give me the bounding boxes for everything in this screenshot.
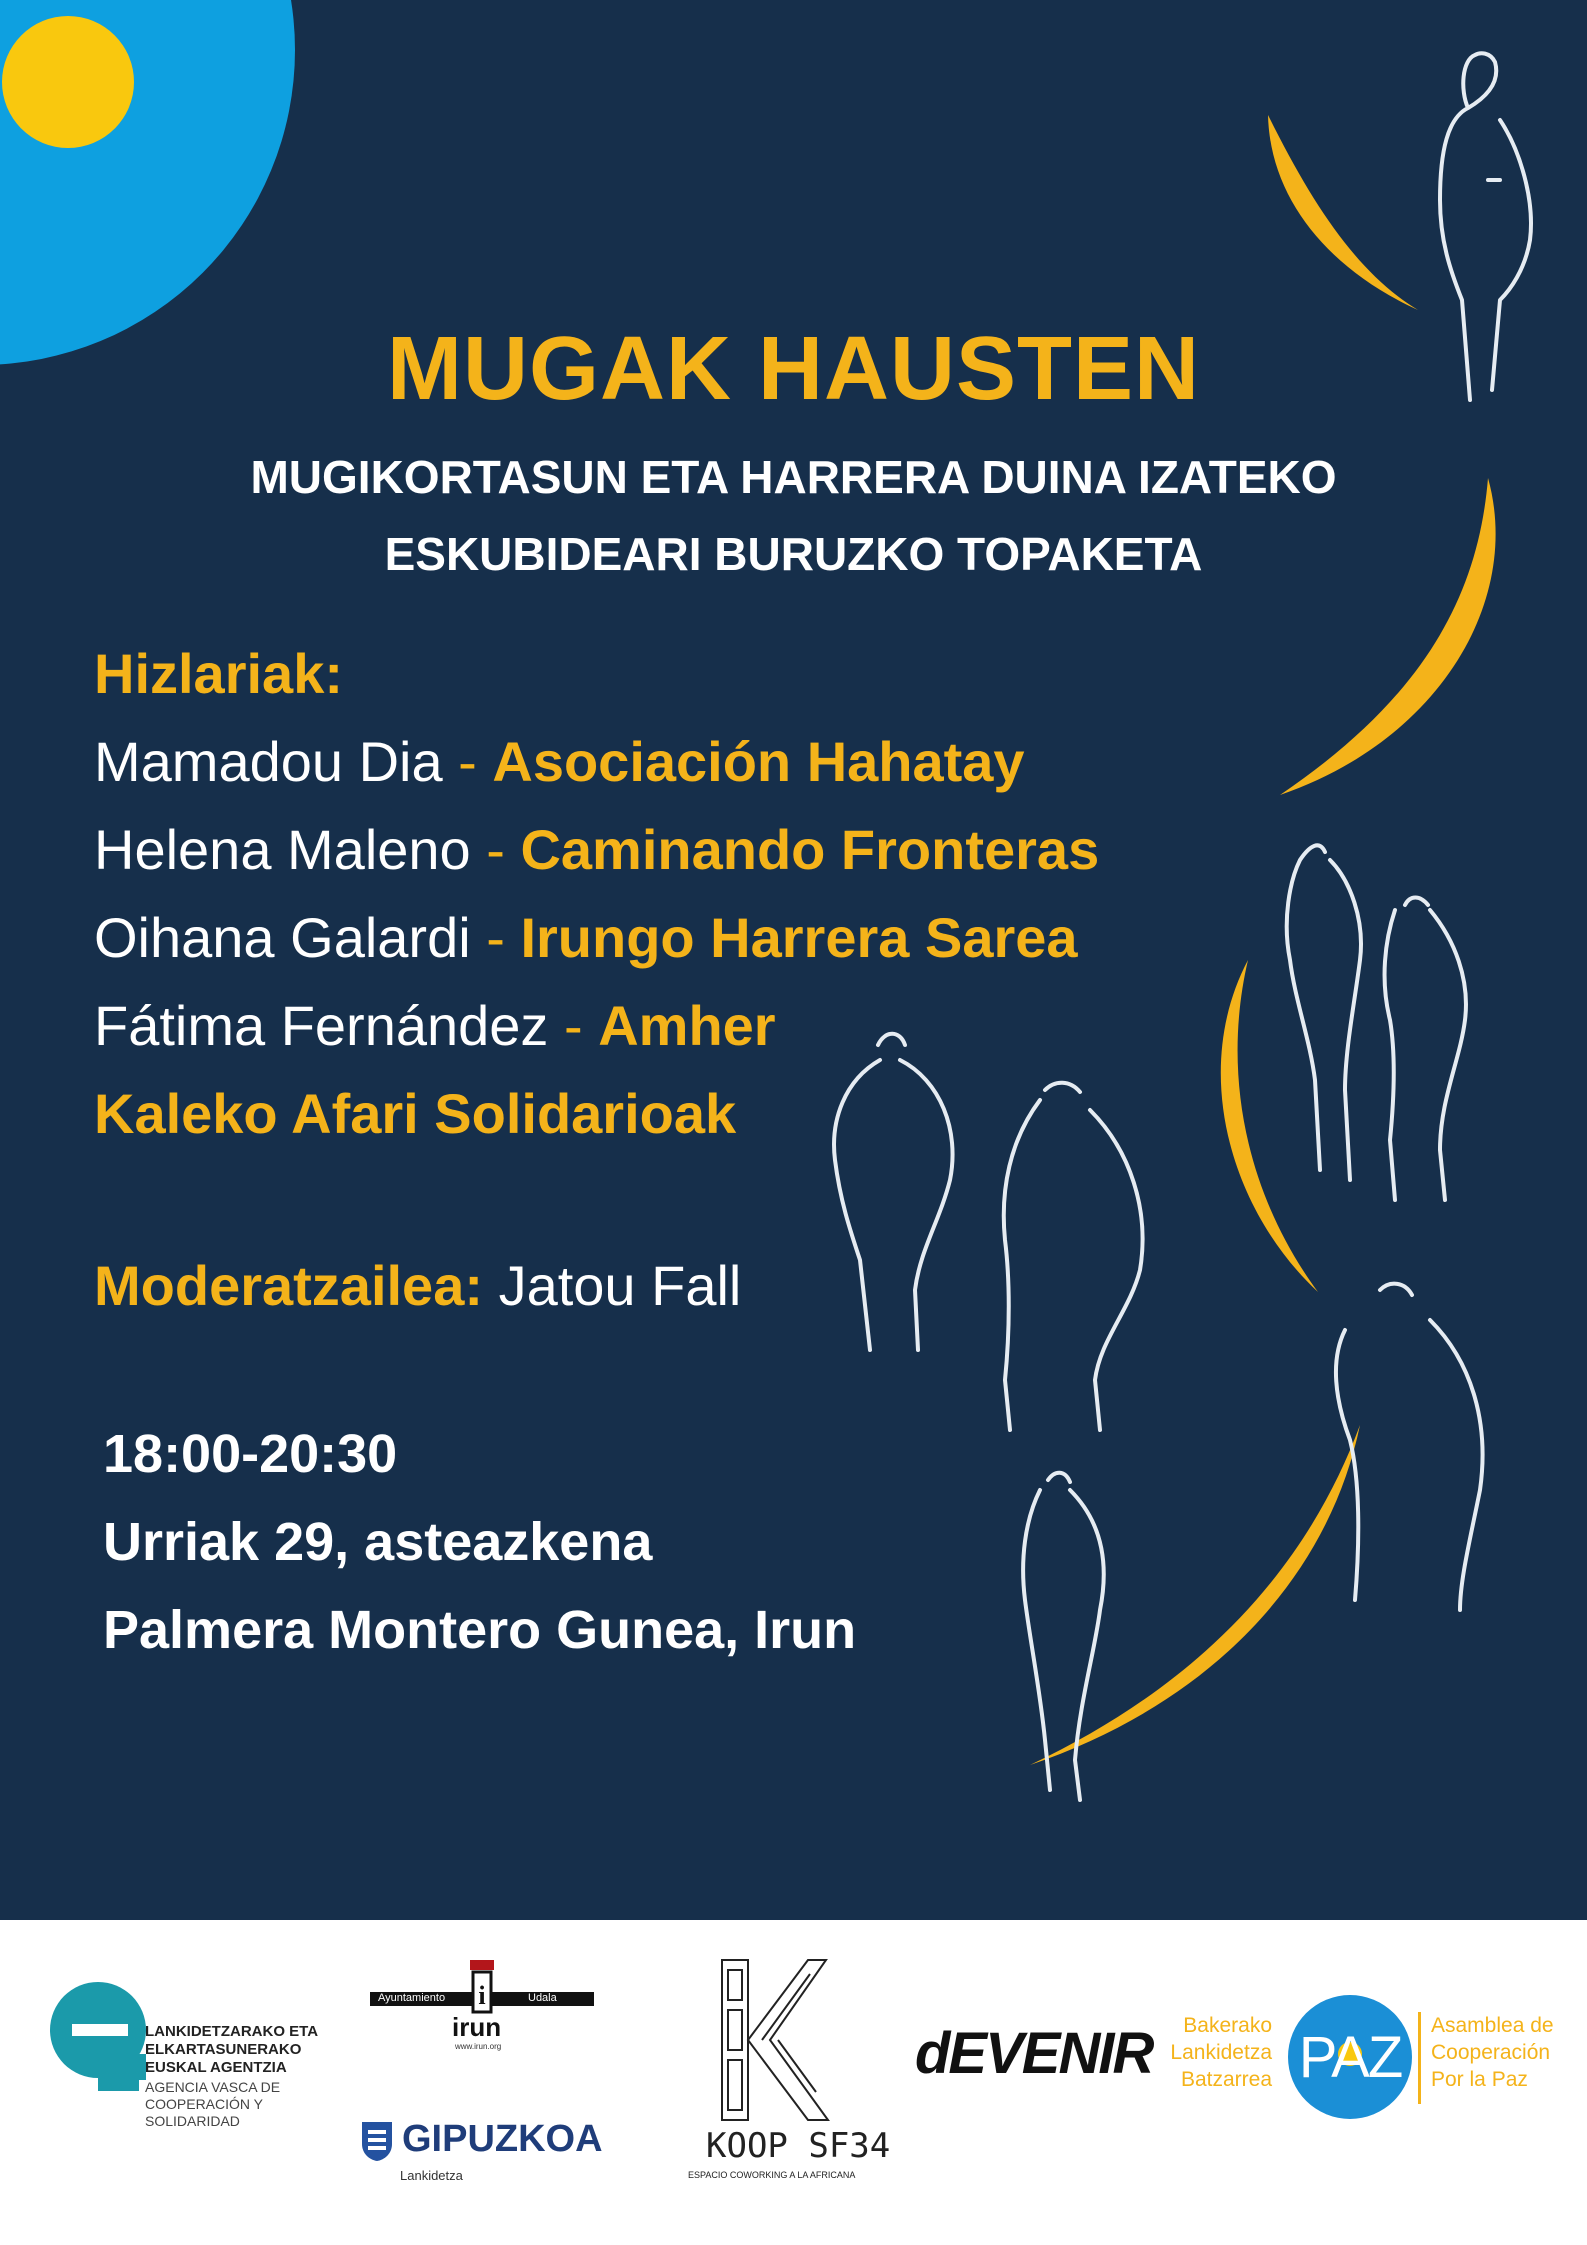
paz-left-line: Bakerako xyxy=(1183,2014,1272,2037)
irun-url: www.irun.org xyxy=(455,2042,502,2051)
event-details xyxy=(103,1410,856,1674)
devenir-logo: dEVENIR xyxy=(915,2021,1153,2086)
irun-name: irun xyxy=(452,2012,502,2042)
sun-circle xyxy=(2,16,134,148)
speaker-org: Amher xyxy=(598,994,776,1057)
subtitle-line-2: ESKUBIDEARI BURUZKO TOPAKETA xyxy=(384,528,1203,580)
speaker-name: Oihana Galardi xyxy=(94,906,471,969)
elkar-line: ELKARTASUNERAKO xyxy=(145,2041,302,2058)
crescent-1 xyxy=(1268,115,1418,310)
gipuzkoa-name: GIPUZKOA xyxy=(402,2118,603,2160)
speaker-name: Helena Maleno xyxy=(94,818,471,881)
paz-right-line: Por la Paz xyxy=(1431,2068,1528,2091)
paz-right-line: Asamblea de xyxy=(1431,2014,1554,2037)
speaker-name: Mamadou Dia xyxy=(94,730,443,793)
paz-center-text: PAZ xyxy=(1298,2025,1402,2090)
gipuzkoa-sub: Lankidetza xyxy=(400,2168,463,2183)
gipuzkoa-shield-icon xyxy=(360,2120,394,2162)
speaker-separator: - xyxy=(470,906,521,969)
irun-left-text: Ayuntamiento xyxy=(378,1992,446,2004)
speakers-heading: Hizlariak: xyxy=(94,642,343,705)
elkar-line: SOLIDARIDAD xyxy=(145,2113,240,2129)
paz-left-line: Batzarrea xyxy=(1180,2068,1272,2091)
speaker-row xyxy=(94,982,1099,1070)
event-time: 18:00-20:30 xyxy=(103,1424,398,1484)
elkar-line: COOPERACIÓN Y xyxy=(145,2096,263,2112)
moderator-label: Moderatzailea: xyxy=(94,1254,483,1317)
page-title: MUGAK HAUSTEN xyxy=(387,319,1200,419)
paz-right-line: Cooperación xyxy=(1431,2041,1551,2064)
elkar-line: EUSKAL AGENTZIA xyxy=(145,2059,287,2076)
speaker-name: Fátima Fernández xyxy=(94,994,549,1057)
moderator-row xyxy=(94,1242,1099,1330)
moderator-name: Jatou Fall xyxy=(498,1254,742,1317)
koop-sub: ESPACIO COWORKING A LA AFRICANA xyxy=(688,2170,856,2180)
subtitle-line-1: MUGIKORTASUN ETA HARRERA DUINA IZATEKO xyxy=(250,451,1337,503)
koop-name: KOOP SF34 xyxy=(706,2126,891,2166)
speaker-row xyxy=(94,894,1099,982)
speakers-block xyxy=(94,630,1099,1330)
speaker-row xyxy=(94,718,1099,806)
figure-6 xyxy=(1336,1284,1483,1610)
figure-2 xyxy=(1287,845,1361,1180)
svg-text:i: i xyxy=(478,1981,486,2010)
elkar-line: LANKIDETZARAKO ETA xyxy=(145,2023,319,2040)
koop-k-icon xyxy=(718,1956,838,2126)
speaker-separator: - xyxy=(442,730,493,793)
sponsor-footer xyxy=(0,1920,1587,2245)
speaker-separator: - xyxy=(470,818,521,881)
crescent-3 xyxy=(1221,960,1318,1292)
speaker-org: Irungo Harrera Sarea xyxy=(520,906,1078,969)
paz-left-line: Lankidetza xyxy=(1170,2041,1272,2064)
speaker-row xyxy=(94,806,1099,894)
speaker-separator: - xyxy=(548,994,599,1057)
elkar-line: AGENCIA VASCA DE xyxy=(145,2079,281,2095)
crescent-2 xyxy=(1280,478,1496,795)
extra-speaker: Kaleko Afari Solidarioak xyxy=(94,1082,737,1145)
speaker-org: Caminando Fronteras xyxy=(520,818,1100,881)
event-date: Urriak 29, asteazkena xyxy=(103,1512,653,1572)
event-place: Palmera Montero Gunea, Irun xyxy=(103,1600,857,1660)
irun-tower-icon xyxy=(467,1958,497,2016)
speaker-org: Asociación Hahatay xyxy=(492,730,1025,793)
paz-divider xyxy=(1418,2012,1421,2104)
figure-3 xyxy=(1385,898,1466,1201)
irun-right-text: Udala xyxy=(528,1992,557,2004)
